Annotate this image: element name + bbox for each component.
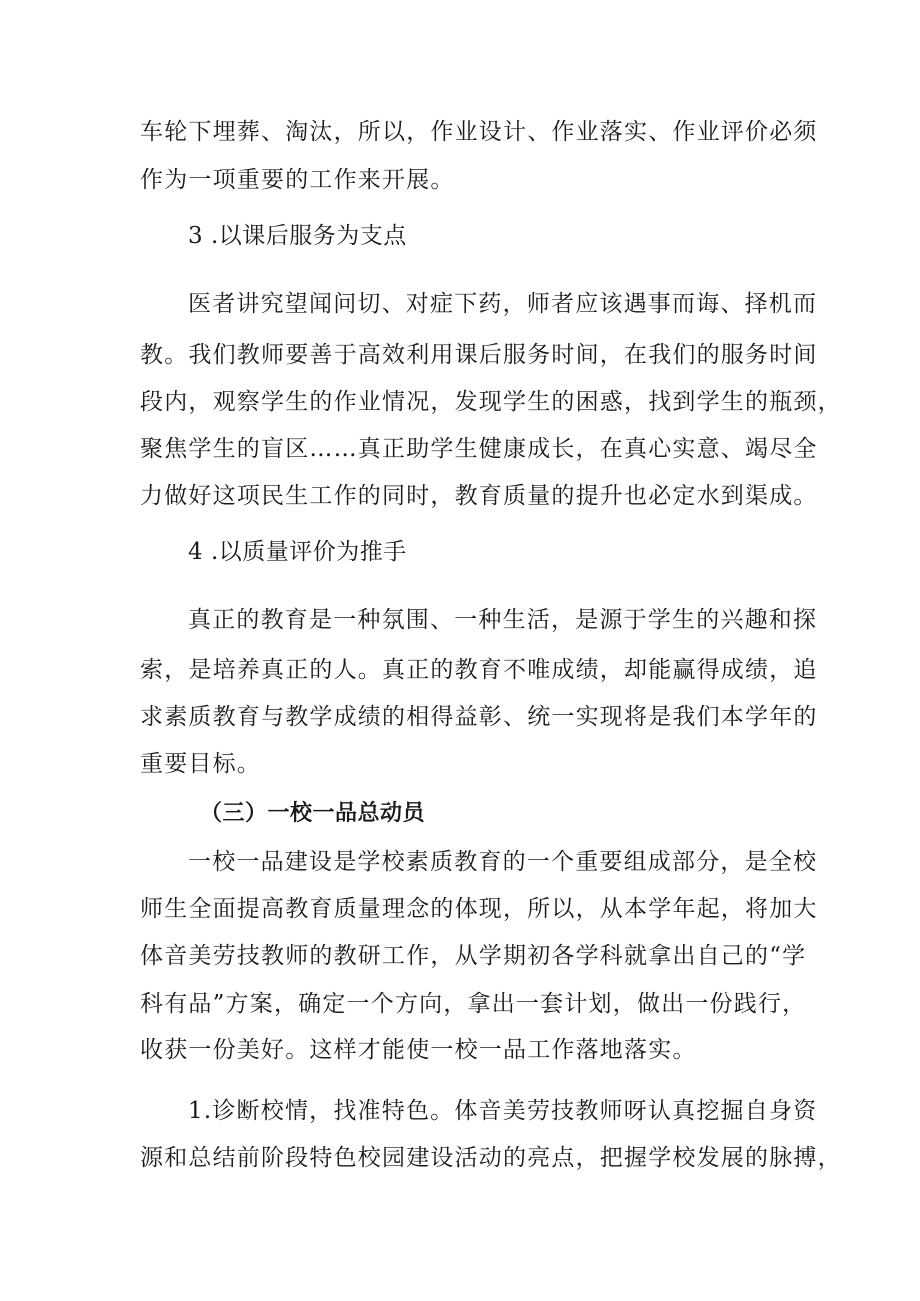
paragraph-2-line-3: 段内，观察学生的作业情况，发现学生的困惑，找到学生的瓶颈， xyxy=(140,389,842,415)
paragraph-2-line-1: 医者讲究望闻问切、对症下药，师者应该遇事而诲、择机而 xyxy=(188,291,818,317)
paragraph-4-line-3: 体音美劳技教师的教研工作，从学期初各学科就拿出自己的“学 xyxy=(140,943,807,969)
paragraph-4-line-5: 收获一份美好。这样才能使一校一品工作落地落实。 xyxy=(140,1037,697,1063)
paragraph-3-line-3: 求素质教育与教学成绩的相得益彰、统一实现将是我们本学年的 xyxy=(140,704,818,730)
paragraph-3-line-1: 真正的教育是一种氛围、一种生活，是源于学生的兴趣和探 xyxy=(188,607,818,633)
paragraph-4-line-4: 科有品”方案，确定一个方向，拿出一套计划，做出一份践行， xyxy=(140,991,807,1017)
paragraph-3-line-4: 重要目标。 xyxy=(140,751,261,777)
paragraph-4-line-2: 师生全面提高教育质量理念的体现，所以，从本学年起，将加大 xyxy=(140,896,818,922)
paragraph-1-line-1: 车轮下埋葬、淘汰，所以，作业设计、作业落实、作业评价必须 xyxy=(140,119,818,145)
heading-4: 4 .以质量评价为推手 xyxy=(188,539,407,565)
paragraph-2-line-2: 教。我们教师要善于高效利用课后服务时间，在我们的服务时间 xyxy=(140,342,818,368)
paragraph-2-line-5: 力做好这项民生工作的同时，教育质量的提升也必定水到渠成。 xyxy=(140,483,818,509)
paragraph-3-line-2: 索，是培养真正的人。真正的教育不唯成绩，却能赢得成绩，追 xyxy=(140,657,818,683)
paragraph-5-line-1: 1.诊断校情，找准特色。体音美劳技教师呀认真挖掘自身资 xyxy=(188,1098,818,1124)
section-heading-3: （三）一校一品总动员 xyxy=(200,801,426,826)
paragraph-1-line-2: 作为一项重要的工作来开展。 xyxy=(140,167,455,193)
paragraph-5-line-2: 源和总结前阶段特色校园建设活动的亮点，把握学校发展的脉搏， xyxy=(140,1145,842,1171)
paragraph-2-line-4: 聚焦学生的盲区……真正助学生健康成长，在真心实意、竭尽全 xyxy=(140,436,818,462)
paragraph-4-line-1: 一校一品建设是学校素质教育的一个重要组成部分，是全校 xyxy=(188,849,818,875)
heading-3: 3 .以课后服务为支点 xyxy=(188,223,407,249)
